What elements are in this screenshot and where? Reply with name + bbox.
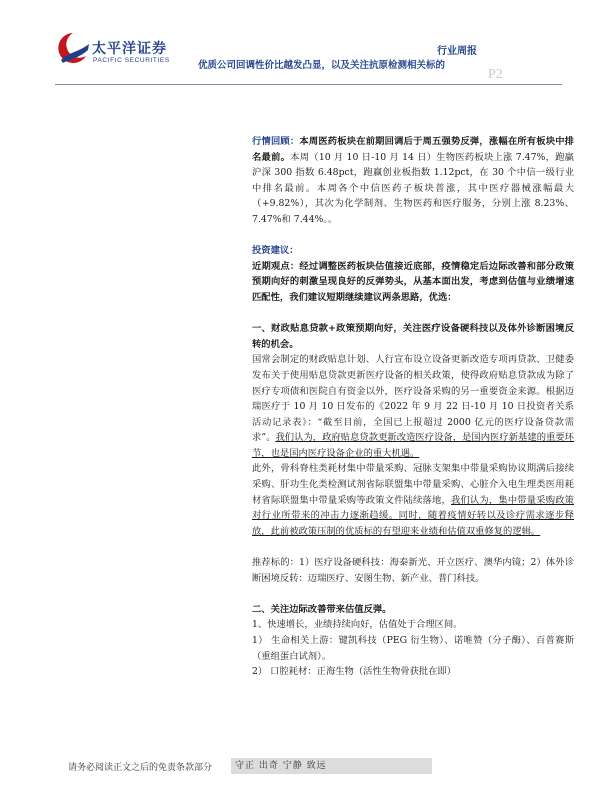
review-lead: 本周医药板块在前期回调后于周五强势反弹，涨幅在所有板块中排名最前。 <box>252 136 574 163</box>
header-divider <box>55 84 562 85</box>
report-body <box>252 134 574 680</box>
section1-picks: 推荐标的：1）医疗设备硬科技：海泰新光、开立医疗、澳华内镜；2）体外诊断困境反转：迈瑞医疗、安图生物、新产业、普门科技。 <box>252 557 574 584</box>
section1-paragraph2 <box>252 461 574 539</box>
logo-emblem-icon <box>55 30 91 70</box>
section1-para1-view: 我们认为，政府贴息贷款更新改造医疗设备，是国内医疗新基建的重要环节，也是国内医疗设备企业的重大机遇。 <box>252 432 574 459</box>
section2-item-upstream: 1） 生命相关上游：键凯科技（PEG 衍生物）、诺唯赞（分子酶）、百普赛斯（重组蛋白试剂）。 <box>252 635 574 662</box>
advice-label: 投资建议： <box>252 245 299 257</box>
review-body: 本周（10 月 10 日-10 月 14 日）生物医药板块上涨 7.47%，跑赢沪深 300 指数 6.48pct，跑赢创业板指数 1.12pct，在 30 个中信一级行业中排名最前。本周各个中信医药子板块普涨，其中医疗器械涨幅最大（+9.82%），其次为化学制剂、生物医药和医疗服务，分别上涨 8.23%、7.47%和 7.44%。。 <box>252 151 574 225</box>
page-digit: 2 <box>495 67 503 82</box>
page-number <box>488 54 503 86</box>
section1-paragraph1 <box>252 352 574 461</box>
section1-para2-text: 此外，骨科脊柱类耗材集中带量采购、冠脉支架集中带量采购协议期满后接续采购、肝功生化类检测试剂省际联盟集中带量采购、心脏介入电生理类医用耗材省际联盟集中带量采购等政策文件陆续落地， <box>252 463 574 506</box>
footer-disclaimer: 请务必阅读正文之后的免责条款部分 <box>68 763 213 773</box>
section1-para2-view: 我们认为，集中带量采购政策对行业所带来的冲击力逐渐趋缓。 <box>252 494 574 522</box>
section2-item-growth: 1、快速增长，业绩持续向好，估值处于合理区间。 <box>252 619 463 631</box>
review-label: 行情回顾： <box>252 136 300 147</box>
page-letter: P <box>488 67 496 82</box>
company-logo <box>55 30 205 75</box>
page-footer <box>68 758 428 774</box>
section2-heading: 二、关注边际改善带来估值反弹。 <box>252 603 392 615</box>
report-title: 优质公司回调性价比越发凸显，以及关注抗原检测相关标的 <box>198 60 446 71</box>
footer-slogan: 守正 出奇 宁静 致远 <box>231 758 432 774</box>
advice-view: 近期观点：经过调整医药板块估值接近底部，疫情稳定后边际改善和部分政策预期向好的刺激呈现良好的反弹势头，从基本面出发，考虑到估值与业绩增速匹配性，我们建议短期继续建议两条思路，优选： <box>252 260 574 303</box>
report-category: 行业周报 <box>437 46 477 57</box>
logo-brand-cn: 太平洋证券 <box>92 41 167 57</box>
logo-brand-en: PACIFIC SECURITIES <box>93 57 170 64</box>
section1-para2-outlook: 同时，随着疫情好转以及诊疗需求逐步释放，此前被政策压制的优质标的有望迎来业绩和估值双重修复的逻辑。 <box>252 510 574 537</box>
section1-para1-text: 国常会制定的财政贴息计划、人行宣布设立设备更新改造专项再贷款、卫健委发布关于使用贴息贷款更新医疗设备的相关政策，使得政府贴息贷款成为除了医疗专项债和医院自有资金以外，医疗设备采购的另一重要资金来源。根据迈瑞医疗于 10 月 10 日发布的《2022 年 9 月 22 日-10 月 10 日投资者关系活动记录表》：“截至目前，全国已上报超过 2000 亿元的医疗设备贷款需求”。 <box>252 354 574 444</box>
section1-heading: 一、财政贴息贷款+政策预期向好，关注医疗设备硬科技以及体外诊断困境反转的机会。 <box>252 323 574 350</box>
review-paragraph <box>252 134 574 228</box>
section2-item-dental: 2） 口腔耗材：正海生物（活性生物骨获批在即） <box>252 666 457 678</box>
